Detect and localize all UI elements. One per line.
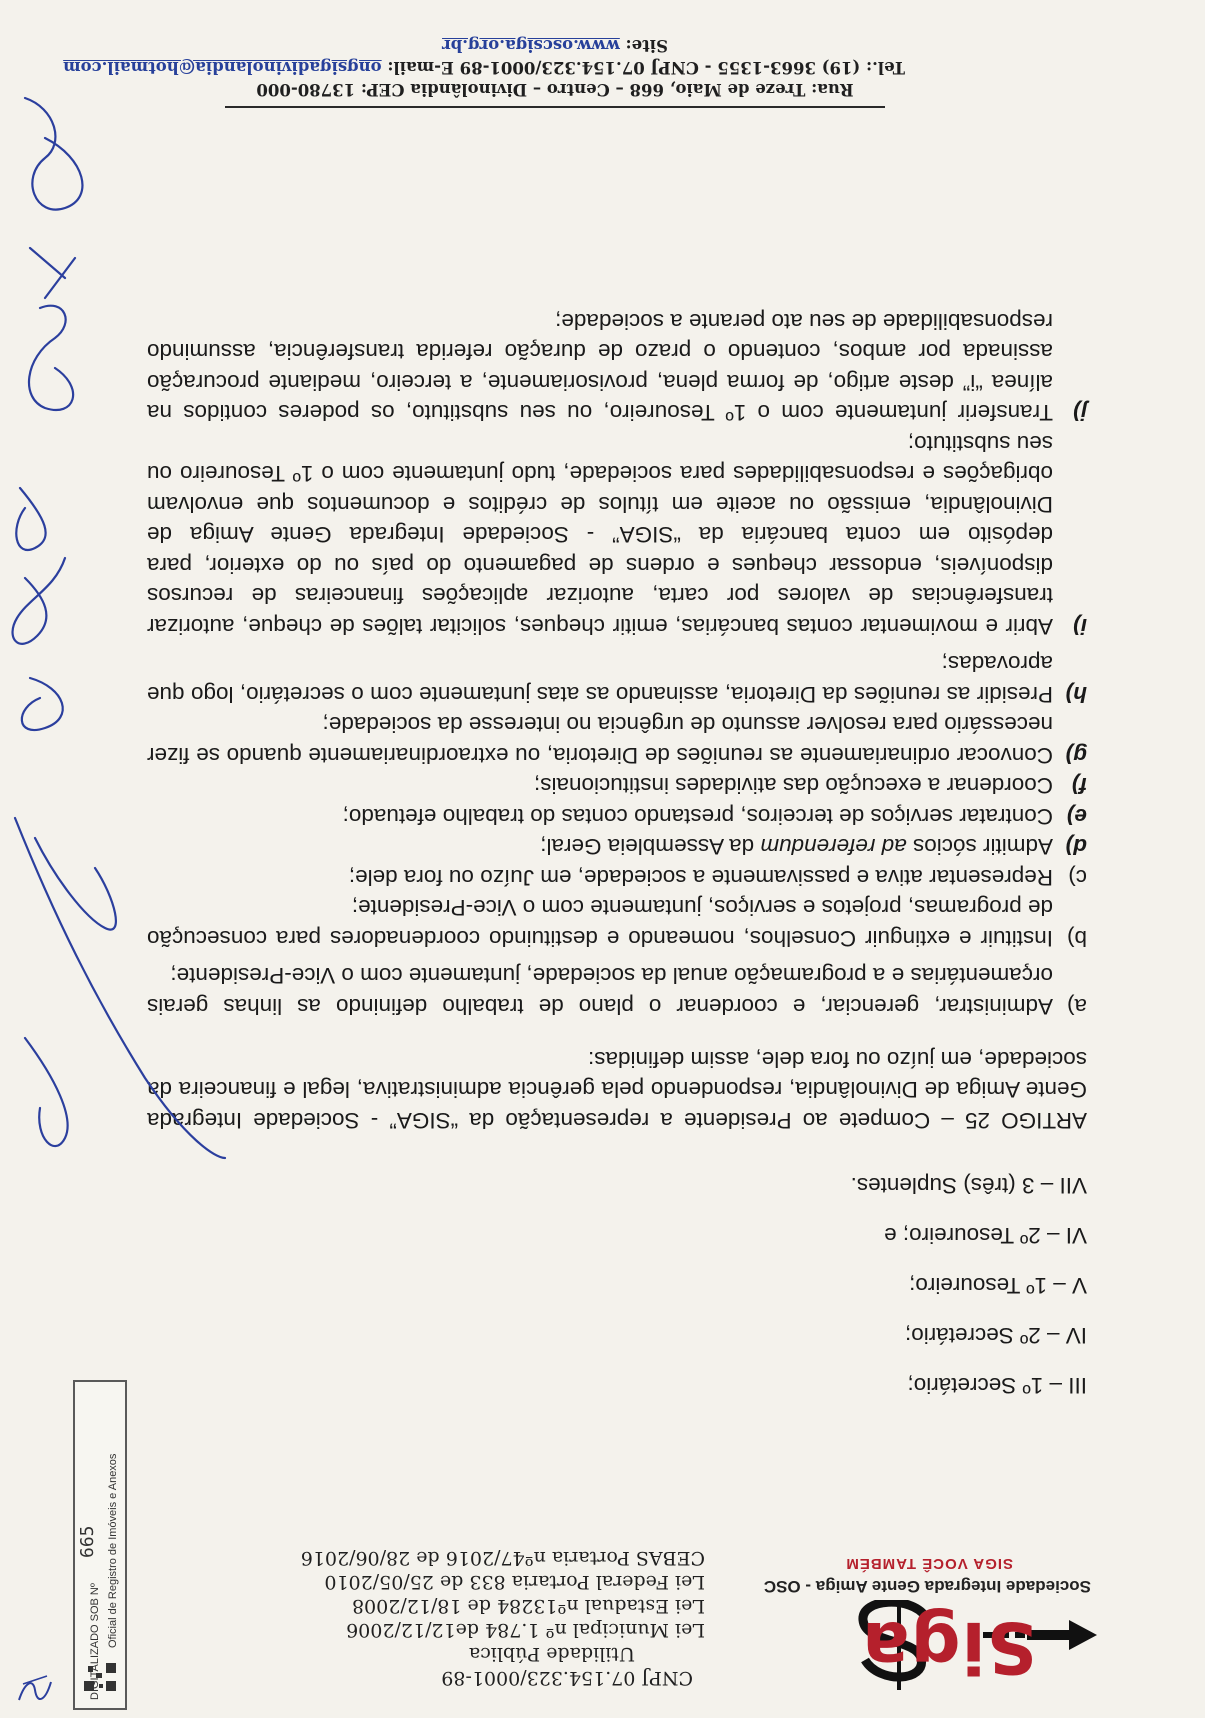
article-item [147, 892, 1087, 953]
role-item: III – 1º Secretário; [907, 1373, 1087, 1398]
role-item: VI – 2º Tesoureiro; e [884, 1223, 1087, 1248]
email-link[interactable]: ongsigadivinolandia@hotmail.com [63, 58, 382, 77]
federal-law-line: Lei Federal Portaria 833 de 25/05/2010 [324, 1571, 705, 1593]
item-text: Coordenar a execução das atividades institucionais; [533, 773, 1053, 799]
footer-divider [225, 106, 885, 108]
municipal-law-line: Lei Municipal nº 1.784 de12/12/2006 [346, 1619, 705, 1641]
signature-stroke [29, 306, 73, 410]
initials-mark-icon [15, 1672, 55, 1712]
article-item [147, 862, 1087, 893]
document-body [147, 306, 1087, 1401]
signature-stroke [25, 98, 82, 210]
item-label: b) [1066, 926, 1087, 951]
article-item [147, 831, 1087, 862]
article-item [147, 770, 1087, 801]
item-label: e) [1066, 804, 1087, 829]
item-text: Instituir e extinguir Conselhos, nomeando e destituindo coordenadores para consecução de programas, projetos e serviços, juntamente com o Vice-Presidente; [147, 895, 1053, 951]
legal-registrations [300, 1546, 705, 1690]
cebas-line: CEBAS Portaria nº47/2016 de 28/06/2016 [300, 1547, 705, 1569]
signature-stroke [16, 488, 45, 550]
siga-logo [737, 1540, 1097, 1690]
item-text: Administrar, gerenciar, e coordenar o plano de trabalho definindo as linhas gerais orçamentárias e a programação anual da sociedade, juntamente com o Vice-Presidente; [147, 963, 1053, 1019]
item-text: Transferir juntamente com o 1º Tesoureiro, ou seu substituto, os poderes contidos na alínea “i” deste artigo, de forma plena, provisoriamente, a terceiro, mediante procuração assinada por ambos, contendo o prazo de duração referida transferência, assumindo responsabilidade de seu ato perante a sociedade; [147, 309, 1053, 426]
slogan: SIGA VOCÊ TAMBÉM [845, 1555, 1013, 1572]
item-label: a) [1066, 994, 1087, 1019]
item-label: c) [1068, 865, 1087, 890]
registry-stamp [73, 1380, 127, 1710]
letterhead [0, 1518, 1205, 1718]
article-item [147, 709, 1087, 770]
signature-stroke [35, 838, 116, 930]
item-text: Convocar ordinariamente as reuniões de Diretoria, ou extraordinariamente quando se fizer necessário para resolver assunto de urgência no interesse da sociedade; [147, 712, 1053, 768]
website-link[interactable]: www.oscsiga.org.br [442, 36, 620, 55]
logo-word: Siga [861, 1606, 1037, 1688]
role-item: V – 1º Tesoureiro; [909, 1273, 1087, 1298]
item-text: Contratar serviços de terceiros, prestando contas do trabalho efetuado; [342, 804, 1053, 829]
article-item [147, 960, 1087, 1021]
article-item [147, 306, 1087, 428]
public-utility-line: Utilidade Pública [468, 1643, 635, 1665]
signature-stroke [25, 1038, 68, 1146]
item-label: i) [1073, 614, 1087, 639]
item-text: Abrir e movimentar contas bancárias, emitir cheques, solicitar talões de cheque, autorizar transferências de valores por carta, autorizar aplicações financeiras de recursos disponíveis, endossar cheques e ordens de pagamento do país ou do exterior, para depósito em conta bancária da “SIGA” - Sociedade Integrada Gente Amiga de Divinolândia, emissão ou aceite em títulos de créditos e documentos que envolvam obrigações e responsabilidades para sociedade, tudo juntamente com o 1º Tesoureiro ou seu substituto; [147, 431, 1053, 639]
item-label: d) [1065, 834, 1087, 860]
cnpj-line: CNPJ 07.154.323/0001-89 [441, 1667, 693, 1689]
item-label: g) [1065, 743, 1087, 768]
role-item: IV – 2º Secretário; [904, 1323, 1087, 1348]
item-text: Representar ativa e passivamente a sociedade, em Juízo ou fora dele; [348, 865, 1053, 890]
signature-stroke [13, 558, 65, 644]
item-label: h) [1065, 682, 1087, 707]
signature-stroke [30, 248, 75, 298]
footer-site: Site: www.oscsiga.org.br [442, 36, 668, 55]
article-25: ARTIGO 25 – Compete ao Presidente a representação da “SIGA” - Sociedade Integrada Gente Amiga de Divinolândia, respondendo pela gerência administrativa, legal e financeira da sociedade, em juízo ou fora dele, assim definidas: [147, 1047, 1087, 1133]
item-text: Admitir sócios ad referendum da Assembleia Geral; [540, 834, 1053, 860]
stamp-registry: Oficial de Registro de Imóveis e Anexos [107, 1453, 119, 1648]
item-text: Presidir as reuniões da Diretoria, assinando as atas juntamente com o secretário, logo que aprovadas; [147, 651, 1053, 707]
article-items [147, 306, 1087, 1022]
stamp-label: DIGITALIZADO SOB Nº [89, 1583, 101, 1700]
article-item [147, 801, 1087, 832]
state-law-line: Lei Estadual nº13284 de 18/12/2008 [351, 1595, 705, 1617]
article-item [147, 648, 1087, 709]
stamp-number: 665 [77, 1525, 98, 1558]
item-label: f) [1072, 773, 1087, 799]
footer-contact: Tel.: (19) 3663-1355 - CNPJ 07.154.323/0001-89 E-mail: ongsigadivinolandia@hotmail.com [63, 58, 905, 77]
footer-address: Rua: Treze de Maio, 668 – Centro – Divinolândia CEP: 13780-000 [256, 80, 854, 99]
article-item [147, 428, 1087, 642]
item-label: j) [1073, 400, 1087, 426]
role-item: VII – 3 (três) Suplentes. [850, 1173, 1087, 1198]
footer [63, 34, 905, 108]
organization-name: Sociedade Integrada Gente Amiga - OSC [763, 1577, 1091, 1596]
signature-stroke [22, 678, 63, 730]
